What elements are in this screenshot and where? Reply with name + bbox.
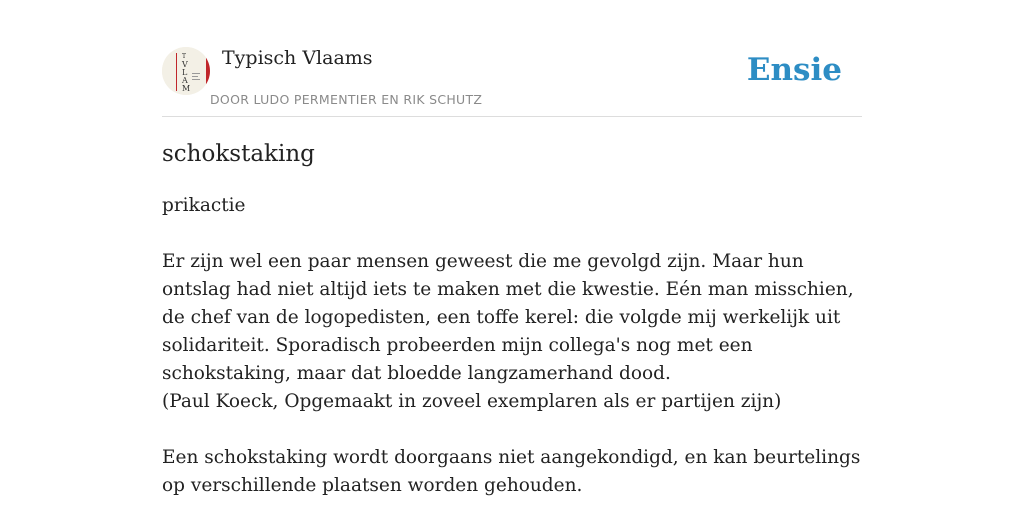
book-cover-icon-graphic bbox=[162, 47, 210, 95]
header bbox=[162, 0, 862, 117]
svg-text:M: M bbox=[182, 84, 191, 93]
page bbox=[162, 0, 862, 512]
svg-text:L: L bbox=[182, 68, 188, 77]
entry-synonym: prikactie bbox=[162, 195, 246, 216]
svg-text:A: A bbox=[182, 76, 188, 85]
book-title[interactable]: Typisch Vlaams bbox=[222, 47, 373, 69]
entry-quote: Er zijn wel een paar mensen geweest die me gevolgd zijn. Maar hun ontslag had niet altijd iets te maken met die kwestie. Eén man misschien, de chef van de logopedisten, een toffe kerel: die volgde mij werkelijk uit solidariteit. Sporadisch probeerden mijn collega's nog met een schokstaking, maar dat bloedde langzamerhand dood. bbox=[162, 251, 854, 384]
svg-text:V: V bbox=[182, 60, 188, 69]
entry-explanation: Een schokstaking wordt doorgaans niet aangekondigd, en kan beurtelings op verschillende plaatsen worden gehouden. bbox=[162, 447, 861, 496]
svg-text:T: T bbox=[182, 53, 187, 60]
entry-quote-source: (Paul Koeck, Opgemaakt in zoveel exemplaren als er partijen zijn) bbox=[162, 391, 782, 412]
book-cover-icon[interactable] bbox=[162, 47, 210, 95]
book-authors: DOOR LUDO PERMENTIER EN RIK SCHUTZ bbox=[210, 92, 483, 107]
brand-logo[interactable]: Ensie bbox=[746, 52, 842, 88]
entry-title: schokstaking bbox=[162, 141, 315, 167]
entry-content bbox=[162, 138, 862, 512]
entry-quote-block bbox=[162, 248, 862, 416]
